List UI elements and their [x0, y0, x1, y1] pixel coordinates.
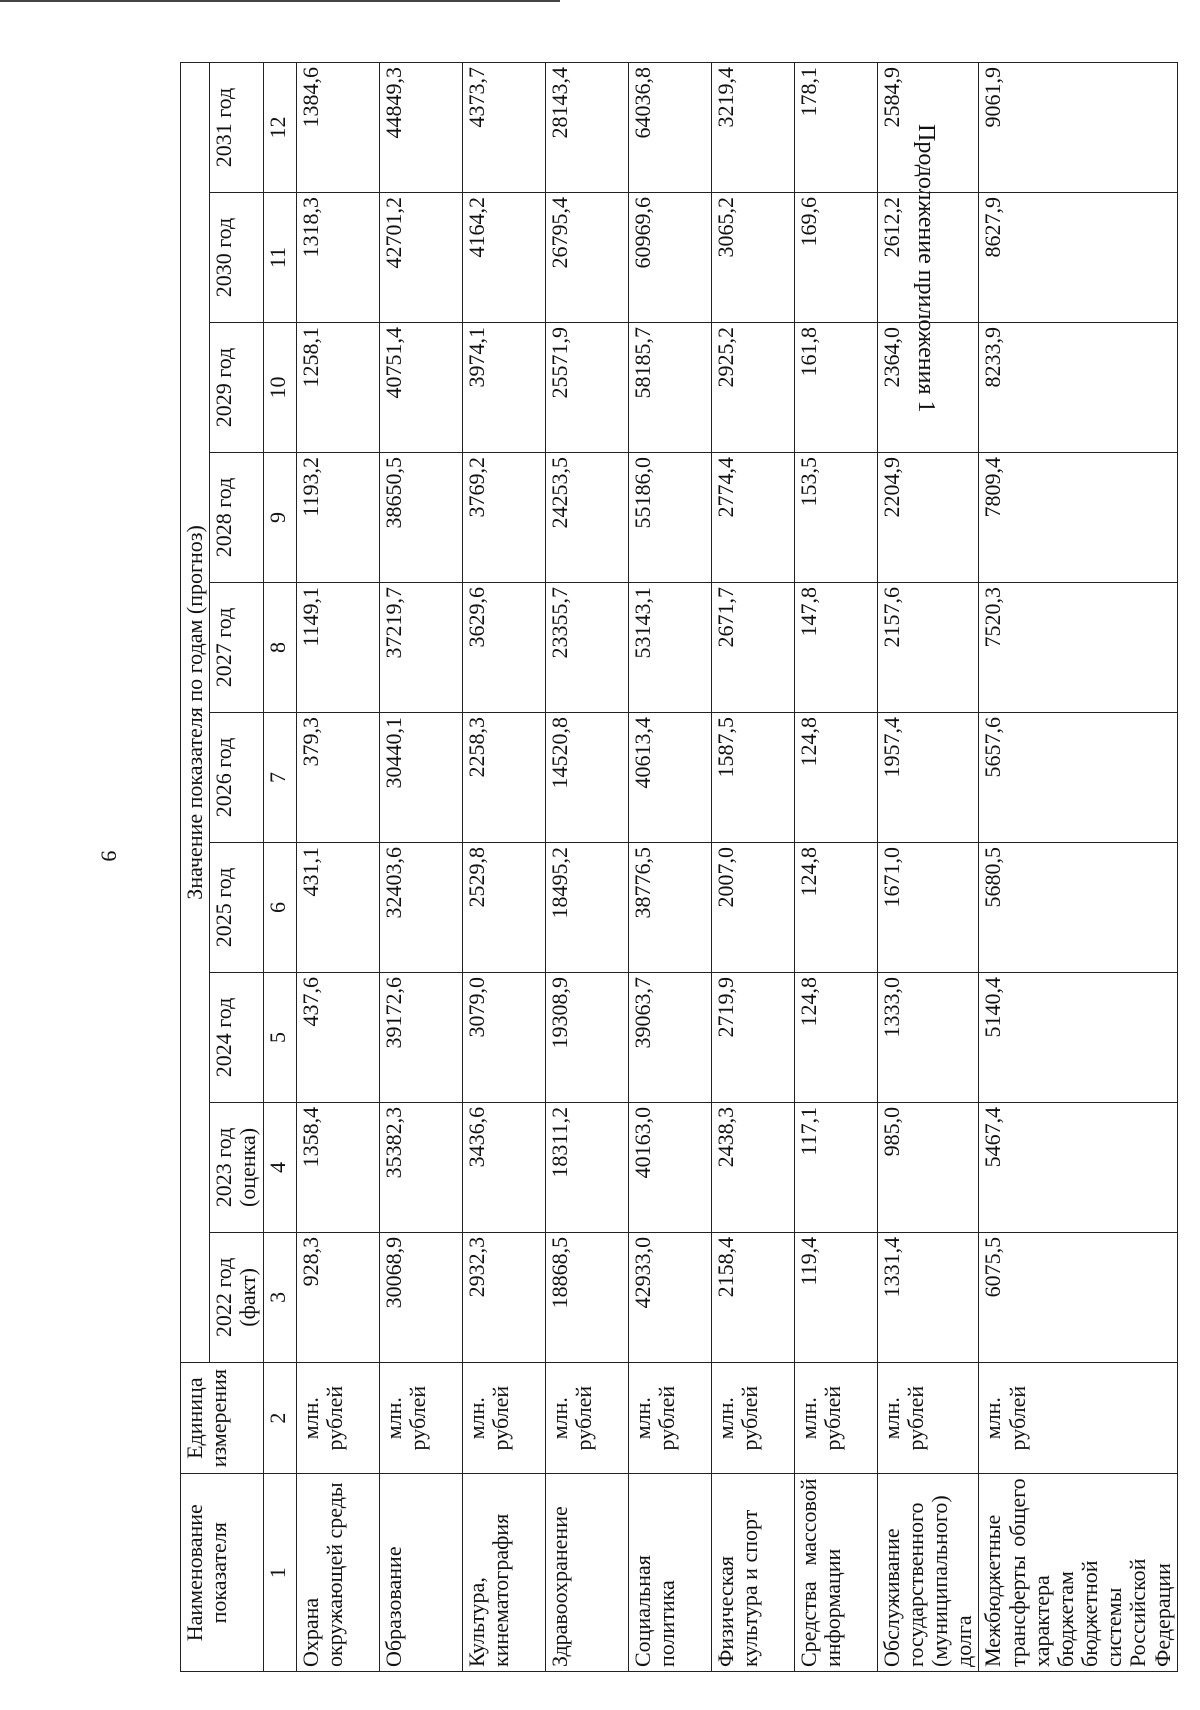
header-year: 2029 год — [210, 323, 263, 453]
indicator-value: 38776,5 — [628, 842, 711, 972]
indicator-unit: млн. рублей — [711, 1362, 794, 1474]
table-row — [379, 63, 462, 1672]
indicator-name: Культура, кинематография — [462, 1474, 545, 1672]
indicator-value: 124,8 — [794, 712, 877, 842]
indicator-value: 2529,8 — [462, 842, 545, 972]
indicator-value: 19308,9 — [545, 972, 628, 1102]
indicator-value: 8627,9 — [979, 193, 1178, 323]
indicator-value: 2932,3 — [462, 1232, 545, 1362]
header-column-index: 1 — [263, 1474, 296, 1672]
indicator-value: 1671,0 — [877, 842, 979, 972]
header-column-index: 11 — [263, 193, 296, 323]
indicator-value: 7809,4 — [979, 453, 1178, 583]
indicator-value: 169,6 — [794, 193, 877, 323]
header-year: 2022 год (факт) — [210, 1232, 263, 1362]
indicator-value: 437,6 — [296, 972, 379, 1102]
indicator-value: 431,1 — [296, 842, 379, 972]
indicator-value: 124,8 — [794, 972, 877, 1102]
indicator-value: 14520,8 — [545, 712, 628, 842]
indicator-value: 53143,1 — [628, 582, 711, 712]
indicator-value: 18495,2 — [545, 842, 628, 972]
indicator-value: 64036,8 — [628, 63, 711, 193]
indicator-value: 30068,9 — [379, 1232, 462, 1362]
table-row — [979, 63, 1178, 1672]
indicator-value: 5657,6 — [979, 712, 1178, 842]
indicator-value: 40163,0 — [628, 1102, 711, 1232]
indicator-value: 379,3 — [296, 712, 379, 842]
indicator-value: 2258,3 — [462, 712, 545, 842]
indicator-value: 1193,2 — [296, 453, 379, 583]
header-year: 2027 год — [210, 582, 263, 712]
indicator-value: 2584,9 — [877, 63, 979, 193]
indicator-value: 8233,9 — [979, 323, 1178, 453]
indicator-value: 2774,4 — [711, 453, 794, 583]
header-row-1 — [181, 63, 210, 1672]
indicator-value: 40613,4 — [628, 712, 711, 842]
indicator-value: 18311,2 — [545, 1102, 628, 1232]
scan-edge — [0, 0, 560, 2]
indicator-name: Физическая культура и спорт — [711, 1474, 794, 1672]
indicator-value: 3219,4 — [711, 63, 794, 193]
indicator-value: 1149,1 — [296, 582, 379, 712]
table-row — [462, 63, 545, 1672]
indicator-value: 147,8 — [794, 582, 877, 712]
indicator-value: 35382,3 — [379, 1102, 462, 1232]
indicator-value: 42701,2 — [379, 193, 462, 323]
indicator-table-wrapper — [180, 62, 1175, 1672]
header-unit: Единица измерения — [181, 1362, 264, 1474]
indicator-value: 2364,0 — [877, 323, 979, 453]
indicator-name: Охрана окружающей среды — [296, 1474, 379, 1672]
indicator-value: 3079,0 — [462, 972, 545, 1102]
indicator-value: 24253,5 — [545, 453, 628, 583]
indicator-value: 985,0 — [877, 1102, 979, 1232]
header-year: 2025 год — [210, 842, 263, 972]
indicator-value: 32403,6 — [379, 842, 462, 972]
header-column-index: 5 — [263, 972, 296, 1102]
header-column-index: 10 — [263, 323, 296, 453]
indicator-value: 1587,5 — [711, 712, 794, 842]
indicator-value: 26795,4 — [545, 193, 628, 323]
header-column-index: 4 — [263, 1102, 296, 1232]
indicator-value: 119,4 — [794, 1232, 877, 1362]
header-year: 2028 год — [210, 453, 263, 583]
indicator-value: 928,3 — [296, 1232, 379, 1362]
indicator-value: 3974,1 — [462, 323, 545, 453]
indicator-value: 5680,5 — [979, 842, 1178, 972]
indicator-value: 2671,7 — [711, 582, 794, 712]
indicator-value: 1358,4 — [296, 1102, 379, 1232]
header-values-group: Значение показателя по годам (прогноз) — [181, 63, 210, 1363]
indicator-table — [180, 62, 1178, 1672]
indicator-unit: млн. рублей — [877, 1362, 979, 1474]
indicator-value: 117,1 — [794, 1102, 877, 1232]
table-body — [296, 63, 1177, 1672]
page-number: 9 — [96, 850, 122, 862]
table-row — [628, 63, 711, 1672]
indicator-value: 5467,4 — [979, 1102, 1178, 1232]
indicator-value: 18868,5 — [545, 1232, 628, 1362]
indicator-value: 124,8 — [794, 842, 877, 972]
indicator-value: 2007,0 — [711, 842, 794, 972]
indicator-value: 9061,9 — [979, 63, 1178, 193]
indicator-value: 58185,7 — [628, 323, 711, 453]
indicator-unit: млн. рублей — [462, 1362, 545, 1474]
header-year: 2030 год — [210, 193, 263, 323]
header-year: 2023 год (оценка) — [210, 1102, 263, 1232]
header-column-index: 9 — [263, 453, 296, 583]
indicator-name: Социальная политика — [628, 1474, 711, 1672]
indicator-value: 153,5 — [794, 453, 877, 583]
indicator-value: 4373,7 — [462, 63, 545, 193]
indicator-value: 178,1 — [794, 63, 877, 193]
indicator-name: Здравоохранение — [545, 1474, 628, 1672]
indicator-value: 39172,6 — [379, 972, 462, 1102]
indicator-value: 38650,5 — [379, 453, 462, 583]
table-row — [545, 63, 628, 1672]
indicator-unit: млн. рублей — [979, 1362, 1178, 1474]
continuation-title: Продолжение приложения 1 — [913, 123, 939, 412]
header-column-index: 7 — [263, 712, 296, 842]
indicator-value: 2204,9 — [877, 453, 979, 583]
indicator-value: 161,8 — [794, 323, 877, 453]
indicator-value: 1384,6 — [296, 63, 379, 193]
indicator-name: Образование — [379, 1474, 462, 1672]
indicator-name: Обслуживание государственного (муниципального) долга — [877, 1474, 979, 1672]
header-column-index: 12 — [263, 63, 296, 193]
indicator-value: 5140,4 — [979, 972, 1178, 1102]
header-column-index: 8 — [263, 582, 296, 712]
indicator-value: 3065,2 — [711, 193, 794, 323]
indicator-value: 2925,2 — [711, 323, 794, 453]
table-row — [877, 63, 979, 1672]
table-row — [711, 63, 794, 1672]
header-name: Наименование показателя — [181, 1474, 264, 1672]
indicator-value: 4164,2 — [462, 193, 545, 323]
indicator-unit: млн. рублей — [545, 1362, 628, 1474]
indicator-value: 37219,7 — [379, 582, 462, 712]
indicator-value: 1258,1 — [296, 323, 379, 453]
table-row — [296, 63, 379, 1672]
indicator-unit: млн. рублей — [379, 1362, 462, 1474]
indicator-value: 2157,6 — [877, 582, 979, 712]
indicator-value: 2438,3 — [711, 1102, 794, 1232]
indicator-value: 3436,6 — [462, 1102, 545, 1232]
indicator-value: 44849,3 — [379, 63, 462, 193]
indicator-value: 39063,7 — [628, 972, 711, 1102]
indicator-unit: млн. рублей — [794, 1362, 877, 1474]
indicator-value: 28143,4 — [545, 63, 628, 193]
table-row — [794, 63, 877, 1672]
indicator-unit: млн. рублей — [628, 1362, 711, 1474]
indicator-value: 3629,6 — [462, 582, 545, 712]
indicator-value: 30440,1 — [379, 712, 462, 842]
indicator-value: 1331,4 — [877, 1232, 979, 1362]
indicator-value: 2158,4 — [711, 1232, 794, 1362]
indicator-value: 42933,0 — [628, 1232, 711, 1362]
indicator-name: Межбюджетные трансферты общего характера бюджетам бюджетной системы Российской Федерации — [979, 1474, 1178, 1672]
indicator-value: 25571,9 — [545, 323, 628, 453]
indicator-unit: млн. рублей — [296, 1362, 379, 1474]
indicator-value: 1957,4 — [877, 712, 979, 842]
indicator-value: 1318,3 — [296, 193, 379, 323]
header-year: 2026 год — [210, 712, 263, 842]
indicator-value: 3769,2 — [462, 453, 545, 583]
indicator-value: 7520,3 — [979, 582, 1178, 712]
header-year: 2024 год — [210, 972, 263, 1102]
indicator-value: 23355,7 — [545, 582, 628, 712]
header-column-index: 6 — [263, 842, 296, 972]
indicator-value: 1333,0 — [877, 972, 979, 1102]
indicator-value: 40751,4 — [379, 323, 462, 453]
indicator-value: 60969,6 — [628, 193, 711, 323]
indicator-name: Средства массовой информации — [794, 1474, 877, 1672]
indicator-value: 6075,5 — [979, 1232, 1178, 1362]
header-column-index: 2 — [263, 1362, 296, 1474]
header-year: 2031 год — [210, 63, 263, 193]
indicator-value: 55186,0 — [628, 453, 711, 583]
header-column-index: 3 — [263, 1232, 296, 1362]
indicator-value: 2612,2 — [877, 193, 979, 323]
header-row-indices — [263, 63, 296, 1672]
indicator-value: 2719,9 — [711, 972, 794, 1102]
